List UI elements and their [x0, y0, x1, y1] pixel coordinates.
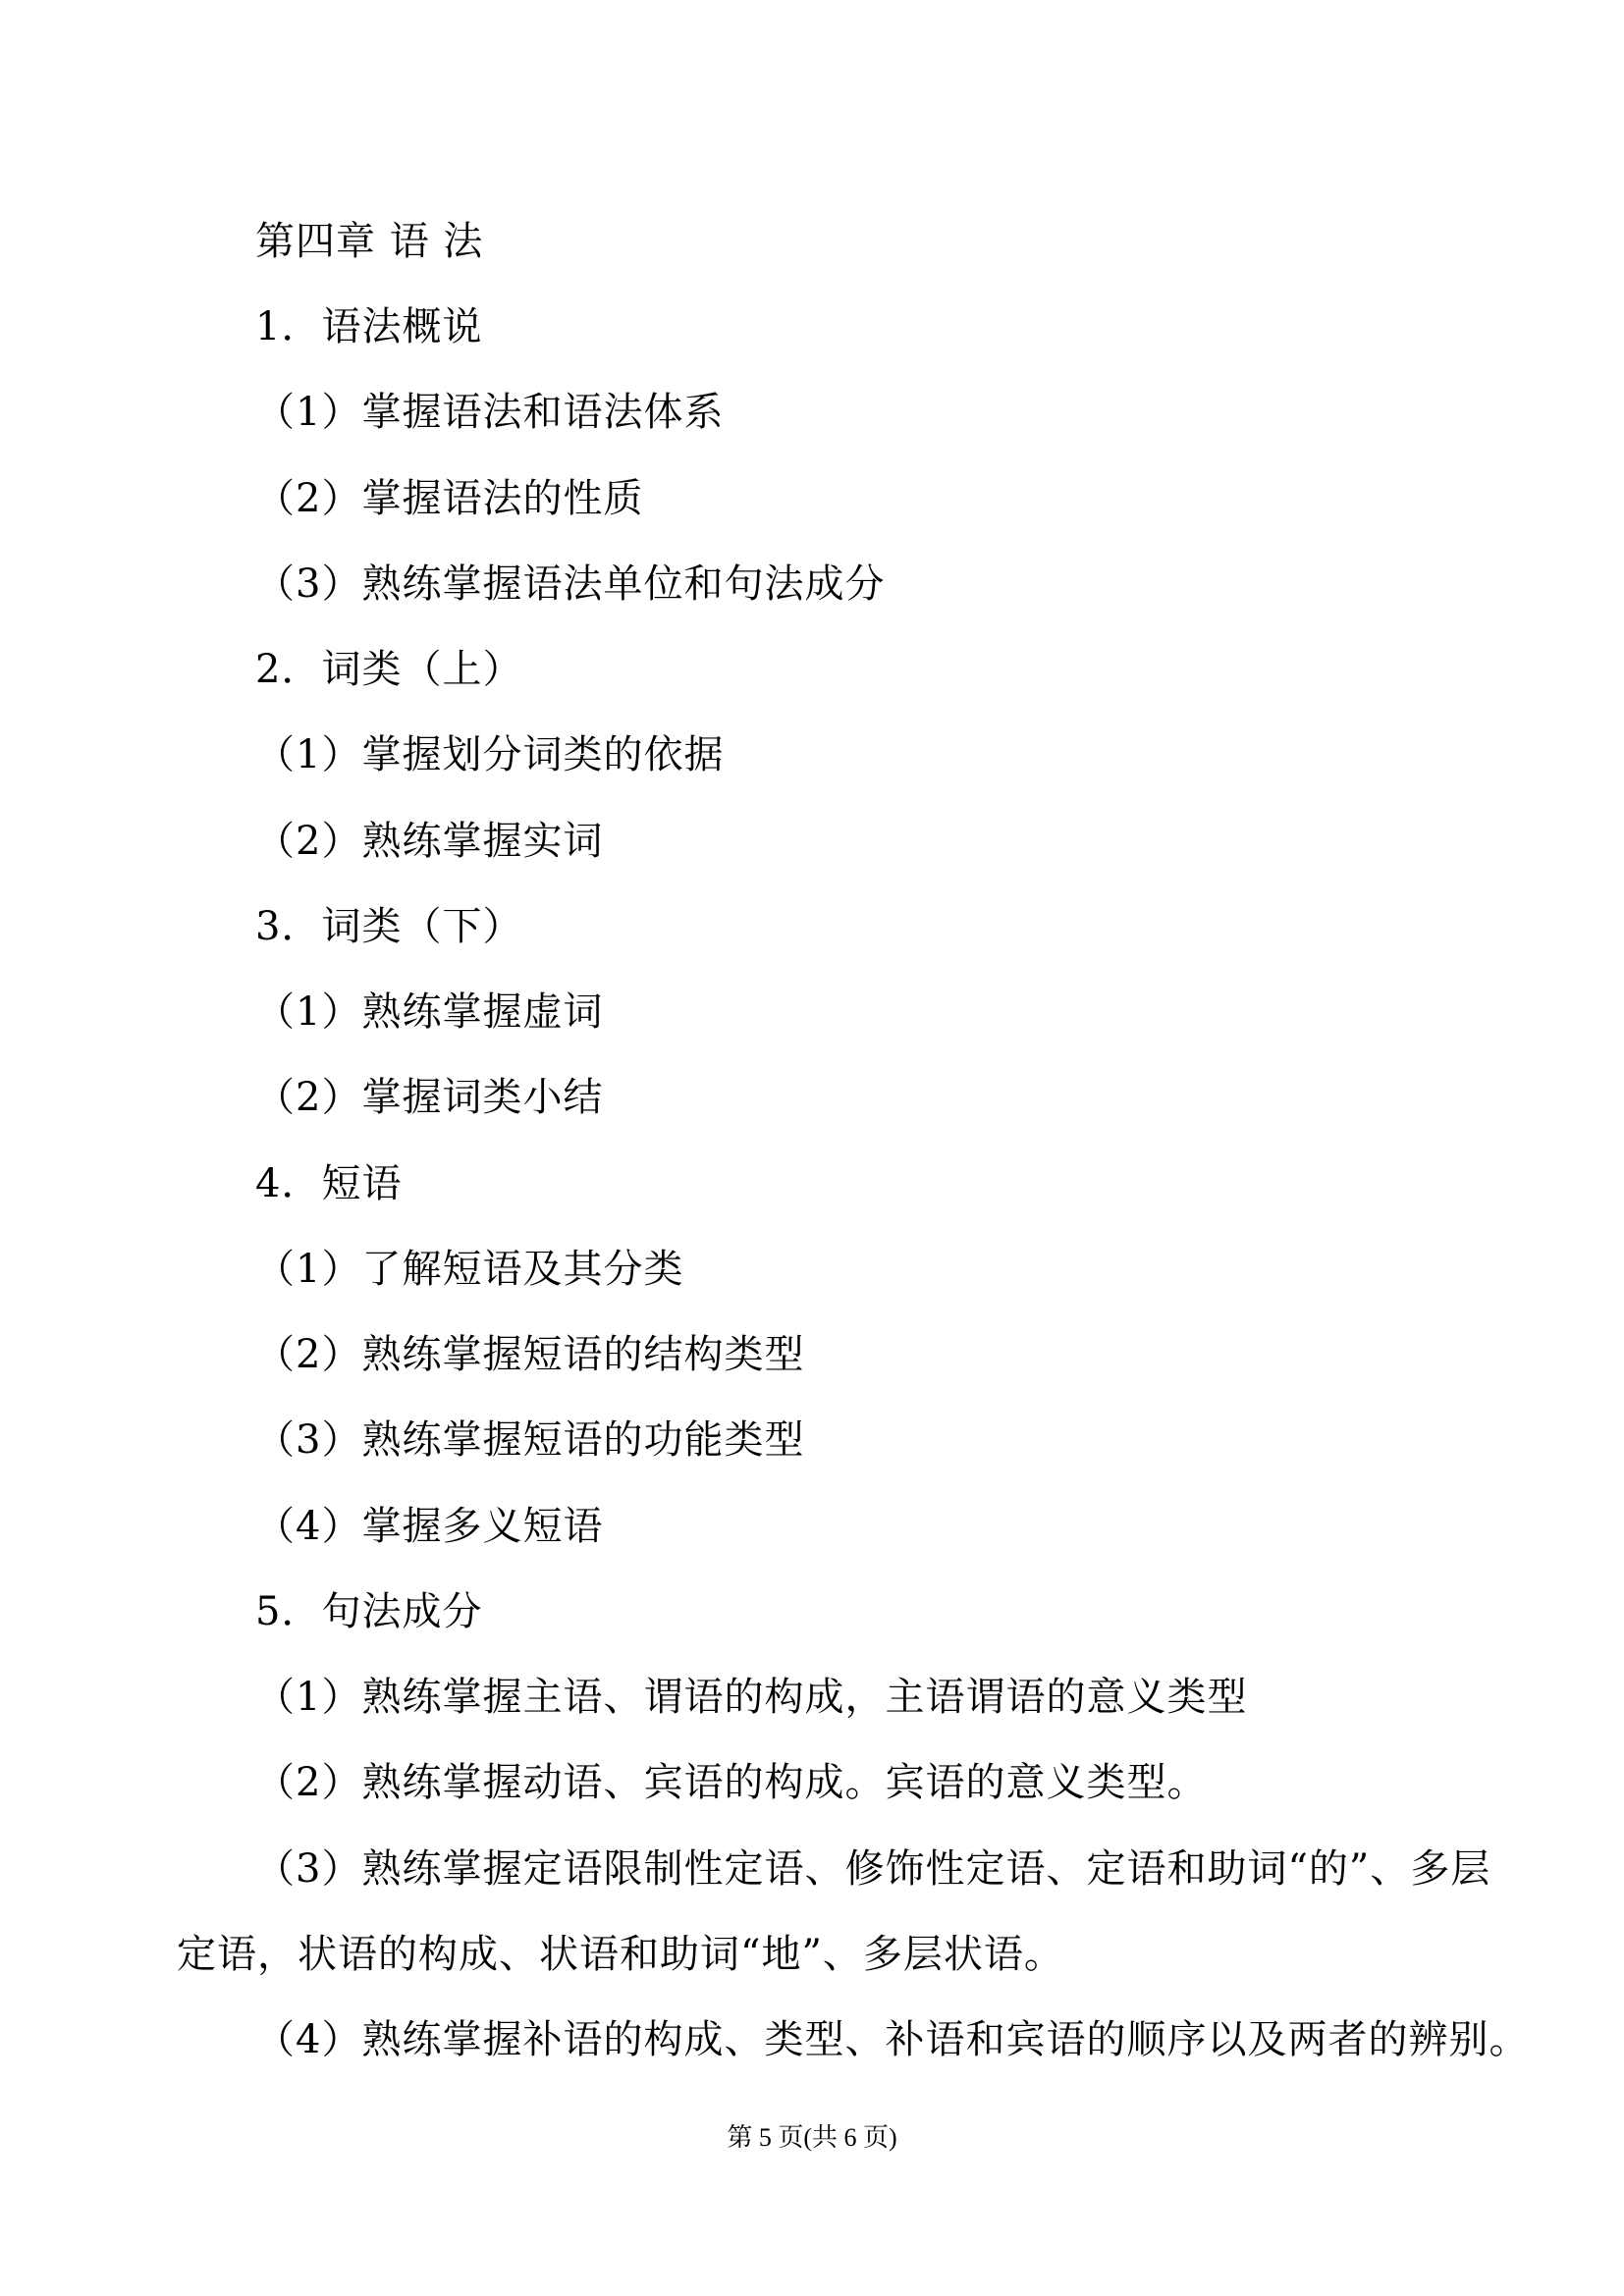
list-item: （2）熟练掌握动语、宾语的构成。宾语的意义类型。 [255, 1760, 1208, 1805]
list-item: （3）熟练掌握短语的功能类型 [255, 1417, 805, 1463]
section-heading: 1．语法概说 [255, 304, 483, 349]
section-heading: 5．句法成分 [255, 1589, 483, 1634]
list-item: （1）熟练掌握主语、谓语的构成，主语谓语的意义类型 [255, 1675, 1248, 1720]
section-heading: 2．词类（上） [255, 647, 523, 692]
list-item: （1）了解短语及其分类 [255, 1247, 684, 1292]
list-item: （2）熟练掌握短语的结构类型 [255, 1332, 805, 1377]
list-item: （3）熟练掌握语法单位和句法成分 [255, 561, 886, 607]
list-item: （4）掌握多义短语 [255, 1504, 604, 1549]
list-item: （3）熟练掌握定语限制性定语、修饰性定语、定语和助词“的”、多层 [255, 1846, 1491, 1892]
page-footer: 第 5 页(共 6 页) [727, 2123, 897, 2152]
chapter-title: 第四章 语 法 [255, 219, 484, 264]
list-item: （1）掌握划分词类的依据 [255, 732, 725, 777]
list-item: （2）熟练掌握实词 [255, 819, 604, 864]
section-heading: 3．词类（下） [255, 904, 523, 949]
list-item: （1）熟练掌握虚词 [255, 989, 604, 1035]
list-item: （2）掌握词类小结 [255, 1075, 604, 1120]
list-item: （4）熟练掌握补语的构成、类型、补语和宾语的顺序以及两者的辨别。 [255, 2017, 1530, 2062]
list-item: （1）掌握语法和语法体系 [255, 390, 725, 435]
list-item: （2）掌握语法的性质 [255, 476, 644, 521]
list-item-continuation: 定语，状语的构成、状语和助词“地”、多层状语。 [177, 1932, 1064, 1977]
section-heading: 4．短语 [255, 1161, 403, 1206]
